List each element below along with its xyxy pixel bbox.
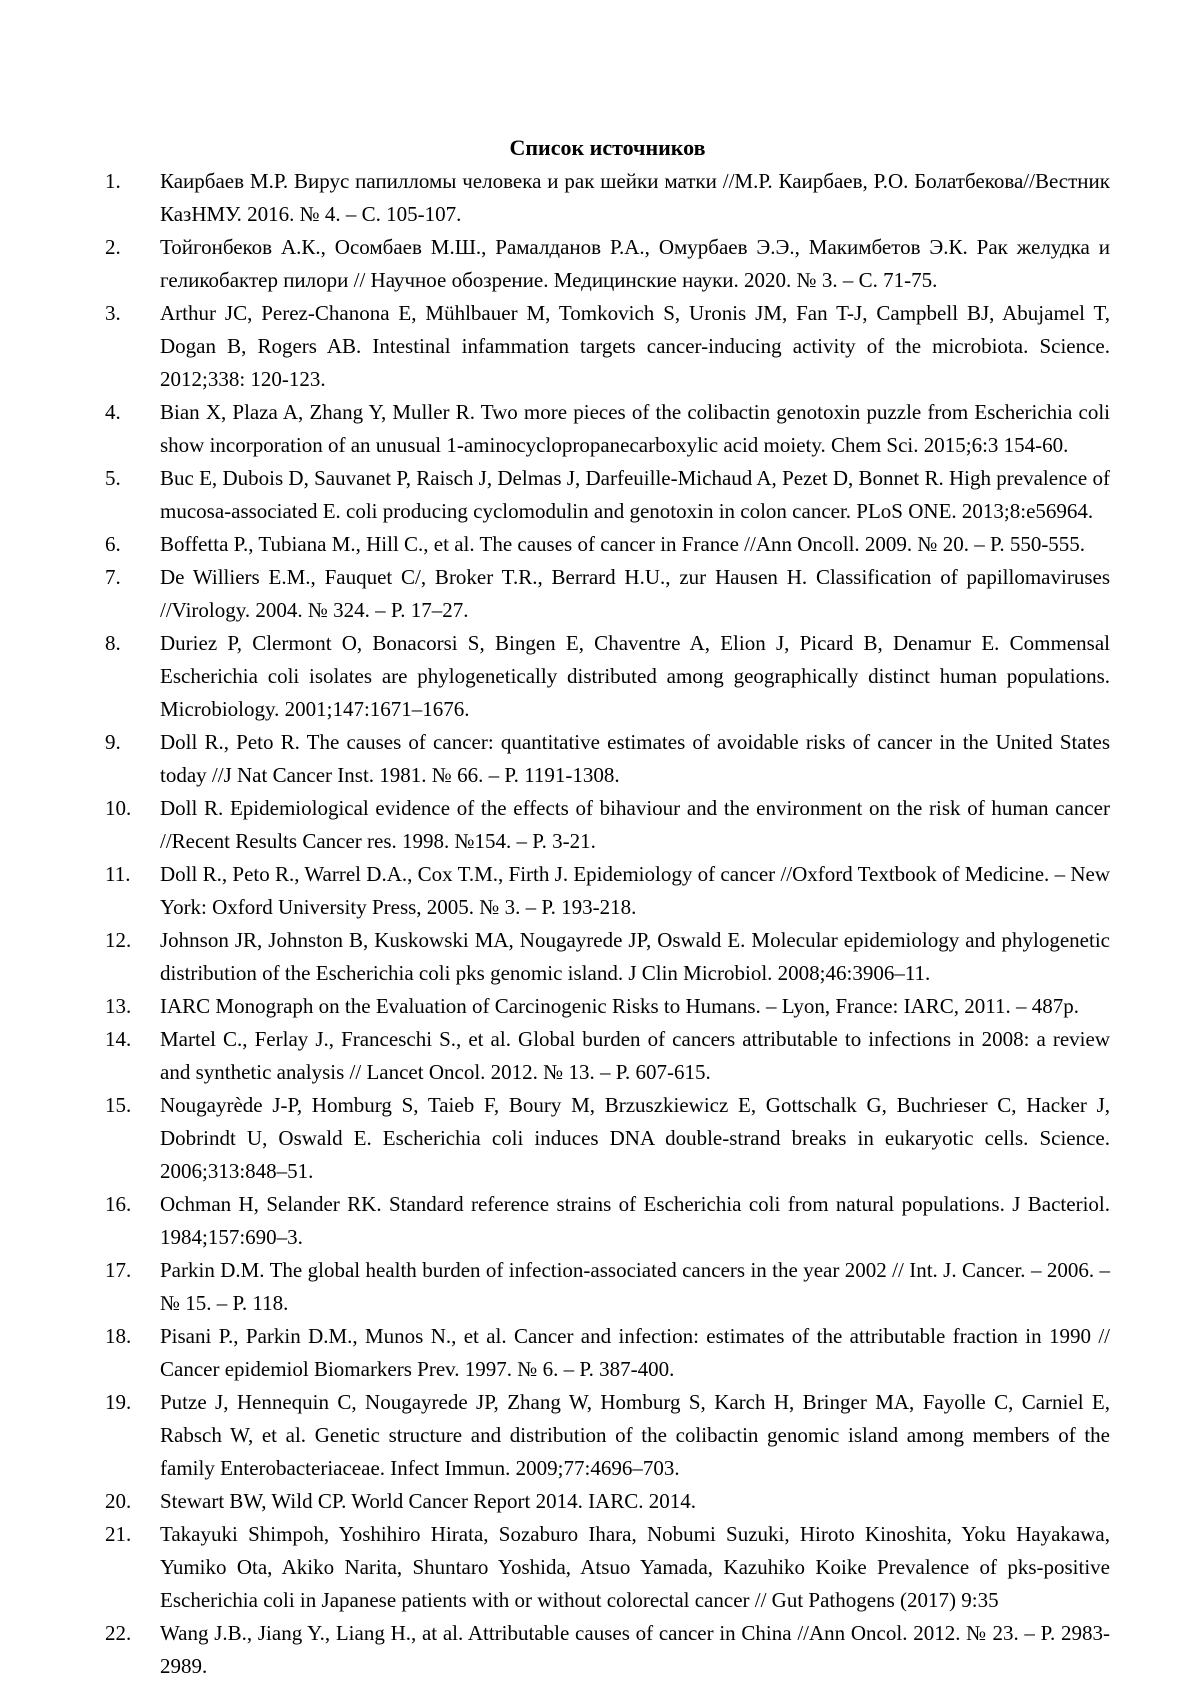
reference-number: 6.: [105, 532, 121, 556]
reference-number: 20.: [105, 1489, 132, 1513]
reference-list: [105, 165, 1110, 1683]
reference-item: [105, 858, 1110, 924]
reference-number: 18.: [105, 1324, 132, 1348]
reference-number: 14.: [105, 1027, 132, 1051]
reference-text: IARC Monograph on the Evaluation of Carcinogenic Risks to Humans. – Lyon, France: IARC, 2011. – 487p.: [160, 994, 1080, 1018]
reference-text: De Williers E.M., Fauquet C/, Broker T.R., Berrard H.U., zur Hausen H. Classification of papillomaviruses //Virology. 2004. № 324. – P. 17–27.: [160, 565, 1110, 622]
reference-item: [105, 924, 1110, 990]
reference-text: Buc E, Dubois D, Sauvanet P, Raisch J, Delmas J, Darfeuille-Michaud A, Pezet D, Bonnet R. High prevalence of mucosa-associated E. coli producing cyclomodulin and genotoxin in colon cancer. PLoS ONE. 2013;8:e56964.: [160, 466, 1110, 523]
reference-number: 12.: [105, 928, 132, 952]
reference-number: 2.: [105, 235, 121, 259]
reference-text: Каирбаев М.Р. Вирус папилломы человека и рак шейки матки //М.Р. Каирбаев, Р.О. Болатбекова//Вестник КазНМУ. 2016. № 4. – С. 105-107.: [160, 169, 1110, 226]
reference-text: Arthur JC, Perez-Chanona E, Mühlbauer M, Tomkovich S, Uronis JM, Fan T-J, Campbell BJ, Abujamel T, Dogan B, Rogers AB. Intestinal infammation targets cancer-inducing activity of the microbiota. Science. 2012;338: 120-123.: [160, 301, 1110, 391]
reference-text: Takayuki Shimpoh, Yoshihiro Hirata, Sozaburo Ihara, Nobumi Suzuki, Hiroto Kinoshita, Yoku Hayakawa, Yumiko Ota, Akiko Narita, Shuntaro Yoshida, Atsuo Yamada, Kazuhiko Koike Prevalence of pks-positive Escherichia coli in Japanese patients with or without colorectal cancer // Gut Pathogens (2017) 9:35: [160, 1522, 1110, 1612]
reference-number: 5.: [105, 466, 121, 490]
reference-text: Wang J.B., Jiang Y., Liang H., at al. Attributable causes of cancer in China //Ann Oncol. 2012. № 23. – P. 2983-2989.: [160, 1621, 1110, 1678]
reference-number: 10.: [105, 796, 132, 820]
reference-text: Putze J, Hennequin C, Nougayrede JP, Zhang W, Homburg S, Karch H, Bringer MA, Fayolle C, Carniel E, Rabsch W, et al. Genetic structure and distribution of the colibactin genomic island among members of the family Enterobacteriaceae. Infect Immun. 2009;77:4696–703.: [160, 1390, 1110, 1480]
reference-text: Stewart BW, Wild CP. World Cancer Report 2014. IARC. 2014.: [160, 1489, 697, 1513]
reference-item: [105, 990, 1110, 1023]
reference-text: Bian X, Plaza A, Zhang Y, Muller R. Two more pieces of the colibactin genotoxin puzzle from Escherichia coli show incorporation of an unusual 1-aminocyclopropanecarboxylic acid moiety. Chem Sci. 2015;6:3 154-60.: [160, 400, 1110, 457]
reference-item: [105, 1089, 1110, 1188]
reference-item: [105, 726, 1110, 792]
reference-item: [105, 528, 1110, 561]
reference-text: Boffetta P., Tubiana M., Hill C., et al. The causes of cancer in France //Ann Oncoll. 2009. № 20. – P. 550-555.: [160, 532, 1086, 556]
reference-item: [105, 1485, 1110, 1518]
reference-text: Doll R., Peto R., Warrel D.A., Cox T.M., Firth J. Epidemiology of cancer //Oxford Textbook of Medicine. – New York: Oxford University Press, 2005. № 3. – P. 193-218.: [160, 862, 1110, 919]
reference-number: 16.: [105, 1192, 132, 1216]
reference-number: 11.: [105, 862, 131, 886]
reference-item: [105, 1023, 1110, 1089]
reference-item: [105, 165, 1110, 231]
reference-item: [105, 297, 1110, 396]
reference-item: [105, 1254, 1110, 1320]
reference-number: 4.: [105, 400, 121, 424]
reference-number: 21.: [105, 1522, 132, 1546]
reference-number: 8.: [105, 631, 121, 655]
reference-number: 15.: [105, 1093, 132, 1117]
reference-item: [105, 1386, 1110, 1485]
reference-text: Duriez P, Clermont O, Bonacorsi S, Bingen E, Chaventre A, Elion J, Picard B, Denamur E. Commensal Escherichia coli isolates are phylogenetically distributed among geographically distinct human populations. Microbiology. 2001;147:1671–1676.: [160, 631, 1110, 721]
reference-number: 1.: [105, 169, 121, 193]
reference-number: 7.: [105, 565, 121, 589]
reference-item: [105, 561, 1110, 627]
reference-item: [105, 231, 1110, 297]
reference-item: [105, 792, 1110, 858]
reference-item: [105, 1518, 1110, 1617]
reference-number: 17.: [105, 1258, 132, 1282]
reference-text: Pisani P., Parkin D.M., Munos N., et al. Cancer and infection: estimates of the attributable fraction in 1990 // Cancer epidemiol Biomarkers Prev. 1997. № 6. – P. 387-400.: [160, 1324, 1110, 1381]
reference-text: Johnson JR, Johnston B, Kuskowski MA, Nougayrede JP, Oswald E. Molecular epidemiology and phylogenetic distribution of the Escherichia coli pks genomic island. J Clin Microbiol. 2008;46:3906–11.: [160, 928, 1110, 985]
reference-text: Martel C., Ferlay J., Franceschi S., et al. Global burden of cancers attributable to infections in 2008: a review and synthetic analysis // Lancet Oncol. 2012. № 13. – P. 607-615.: [160, 1027, 1110, 1084]
reference-item: [105, 396, 1110, 462]
reference-text: Doll R. Epidemiological evidence of the effects of bihaviour and the environment on the risk of human cancer //Recent Results Cancer res. 1998. №154. – P. 3-21.: [160, 796, 1110, 853]
reference-item: [105, 1617, 1110, 1683]
reference-number: 19.: [105, 1390, 132, 1414]
reference-text: Doll R., Peto R. The causes of cancer: quantitative estimates of avoidable risks of cancer in the United States today //J Nat Cancer Inst. 1981. № 66. – P. 1191-1308.: [160, 730, 1110, 787]
reference-text: Тойгонбеков А.К., Осомбаев М.Ш., Рамалданов Р.А., Омурбаев Э.Э., Макимбетов Э.К. Рак желудка и геликобактер пилори // Научное обозрение. Медицинские науки. 2020. № 3. – С. 71-75.: [160, 235, 1110, 292]
reference-item: [105, 1188, 1110, 1254]
reference-item: [105, 627, 1110, 726]
reference-text: Nougayrède J-P, Homburg S, Taieb F, Boury M, Brzuszkiewicz E, Gottschalk G, Buchrieser C, Hacker J, Dobrindt U, Oswald E. Escherichia coli induces DNA double-strand breaks in eukaryotic cells. Science. 2006;313:848–51.: [160, 1093, 1110, 1183]
reference-item: [105, 462, 1110, 528]
page-title: Список источников: [509, 135, 706, 160]
reference-number: 13.: [105, 994, 132, 1018]
reference-number: 9.: [105, 730, 121, 754]
reference-number: 22.: [105, 1621, 132, 1645]
reference-text: Parkin D.M. The global health burden of infection-associated cancers in the year 2002 // Int. J. Cancer. – 2006. – № 15. – P. 118.: [160, 1258, 1110, 1315]
reference-text: Ochman H, Selander RK. Standard reference strains of Escherichia coli from natural populations. J Bacteriol. 1984;157:690–3.: [160, 1192, 1110, 1249]
reference-item: [105, 1320, 1110, 1386]
reference-number: 3.: [105, 301, 121, 325]
